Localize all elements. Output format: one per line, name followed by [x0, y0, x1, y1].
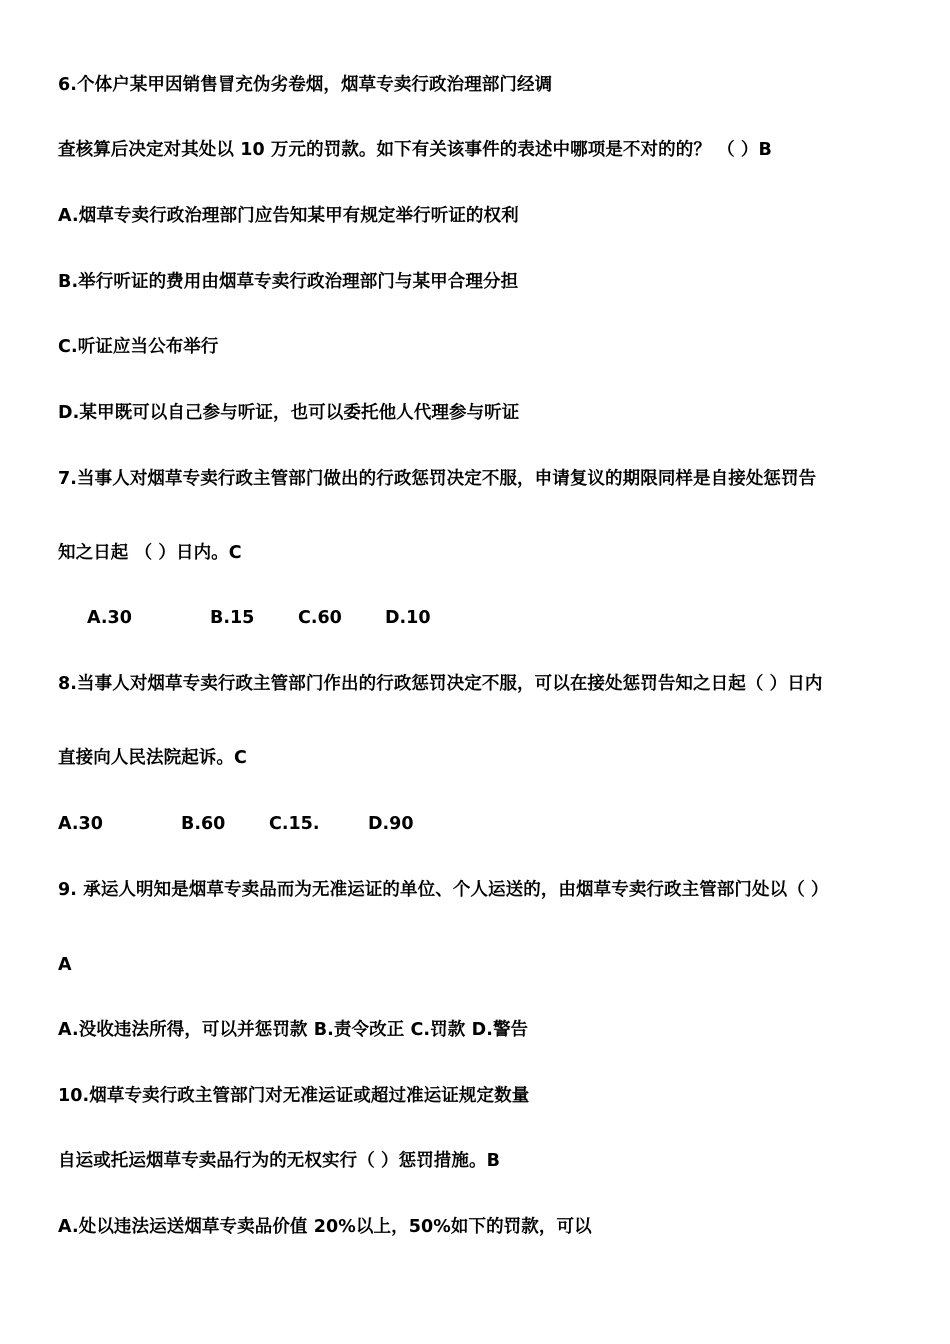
q6-option-a: A.烟草专卖行政治理部门应告知某甲有规定举行听证的权利	[58, 206, 519, 226]
q7-option-d: D.10	[385, 608, 431, 628]
q8-option-b: B.60	[181, 814, 226, 834]
q6-option-c: C.听证应当公布举行	[58, 337, 219, 357]
q9-text-line-1: 9. 承运人明知是烟草专卖品而为无准运证的单位、个人运送的，由烟草专卖行政主管部门处以（ ）	[58, 880, 829, 900]
q7-option-b: B.15	[210, 608, 255, 628]
q6-text-line-1: 6.个体户某甲因销售冒充伪劣卷烟，烟草专卖行政治理部门经调	[58, 75, 553, 95]
q6-option-d: D.某甲既可以自己参与听证，也可以委托他人代理参与听证	[58, 403, 520, 423]
q6-text-line-2: 查核算后决定对其处以 10 万元的罚款。如下有关该事件的表述中哪项是不对的的？ （ ）B	[58, 140, 772, 160]
q7-option-c: C.60	[298, 608, 342, 628]
q10-option-a: A.处以违法运送烟草专卖品价值 20%以上，50%如下的罚款，可以	[58, 1217, 592, 1237]
q9-text-line-2: A	[58, 955, 72, 975]
q10-text-line-1: 10.烟草专卖行政主管部门对无准运证或超过准运证规定数量	[58, 1086, 530, 1106]
q8-text-line-1: 8.当事人对烟草专卖行政主管部门作出的行政惩罚决定不服，可以在接处惩罚告知之日起（ ）日内	[58, 674, 823, 694]
q8-option-d: D.90	[368, 814, 414, 834]
q8-option-a: A.30	[58, 814, 103, 834]
q7-text-line-1: 7.当事人对烟草专卖行政主管部门做出的行政惩罚决定不服，申请复议的期限同样是自接处惩罚告	[58, 469, 817, 489]
q6-option-b: B.举行听证的费用由烟草专卖行政治理部门与某甲合理分担	[58, 272, 519, 292]
q8-options-row	[0, 812, 950, 836]
q7-text-line-2: 知之日起 （ ）日内。C	[58, 543, 242, 563]
q8-text-line-2: 直接向人民法院起诉。C	[58, 748, 247, 768]
q9-options: A.没收违法所得，可以并惩罚款 B.责令改正 C.罚款 D.警告	[58, 1020, 529, 1040]
q8-option-c: C.15.	[269, 814, 320, 834]
q7-options-row	[0, 606, 950, 630]
q10-text-line-2: 自运或托运烟草专卖品行为的无权实行（ ）惩罚措施。B	[58, 1151, 501, 1171]
q7-option-a: A.30	[87, 608, 132, 628]
